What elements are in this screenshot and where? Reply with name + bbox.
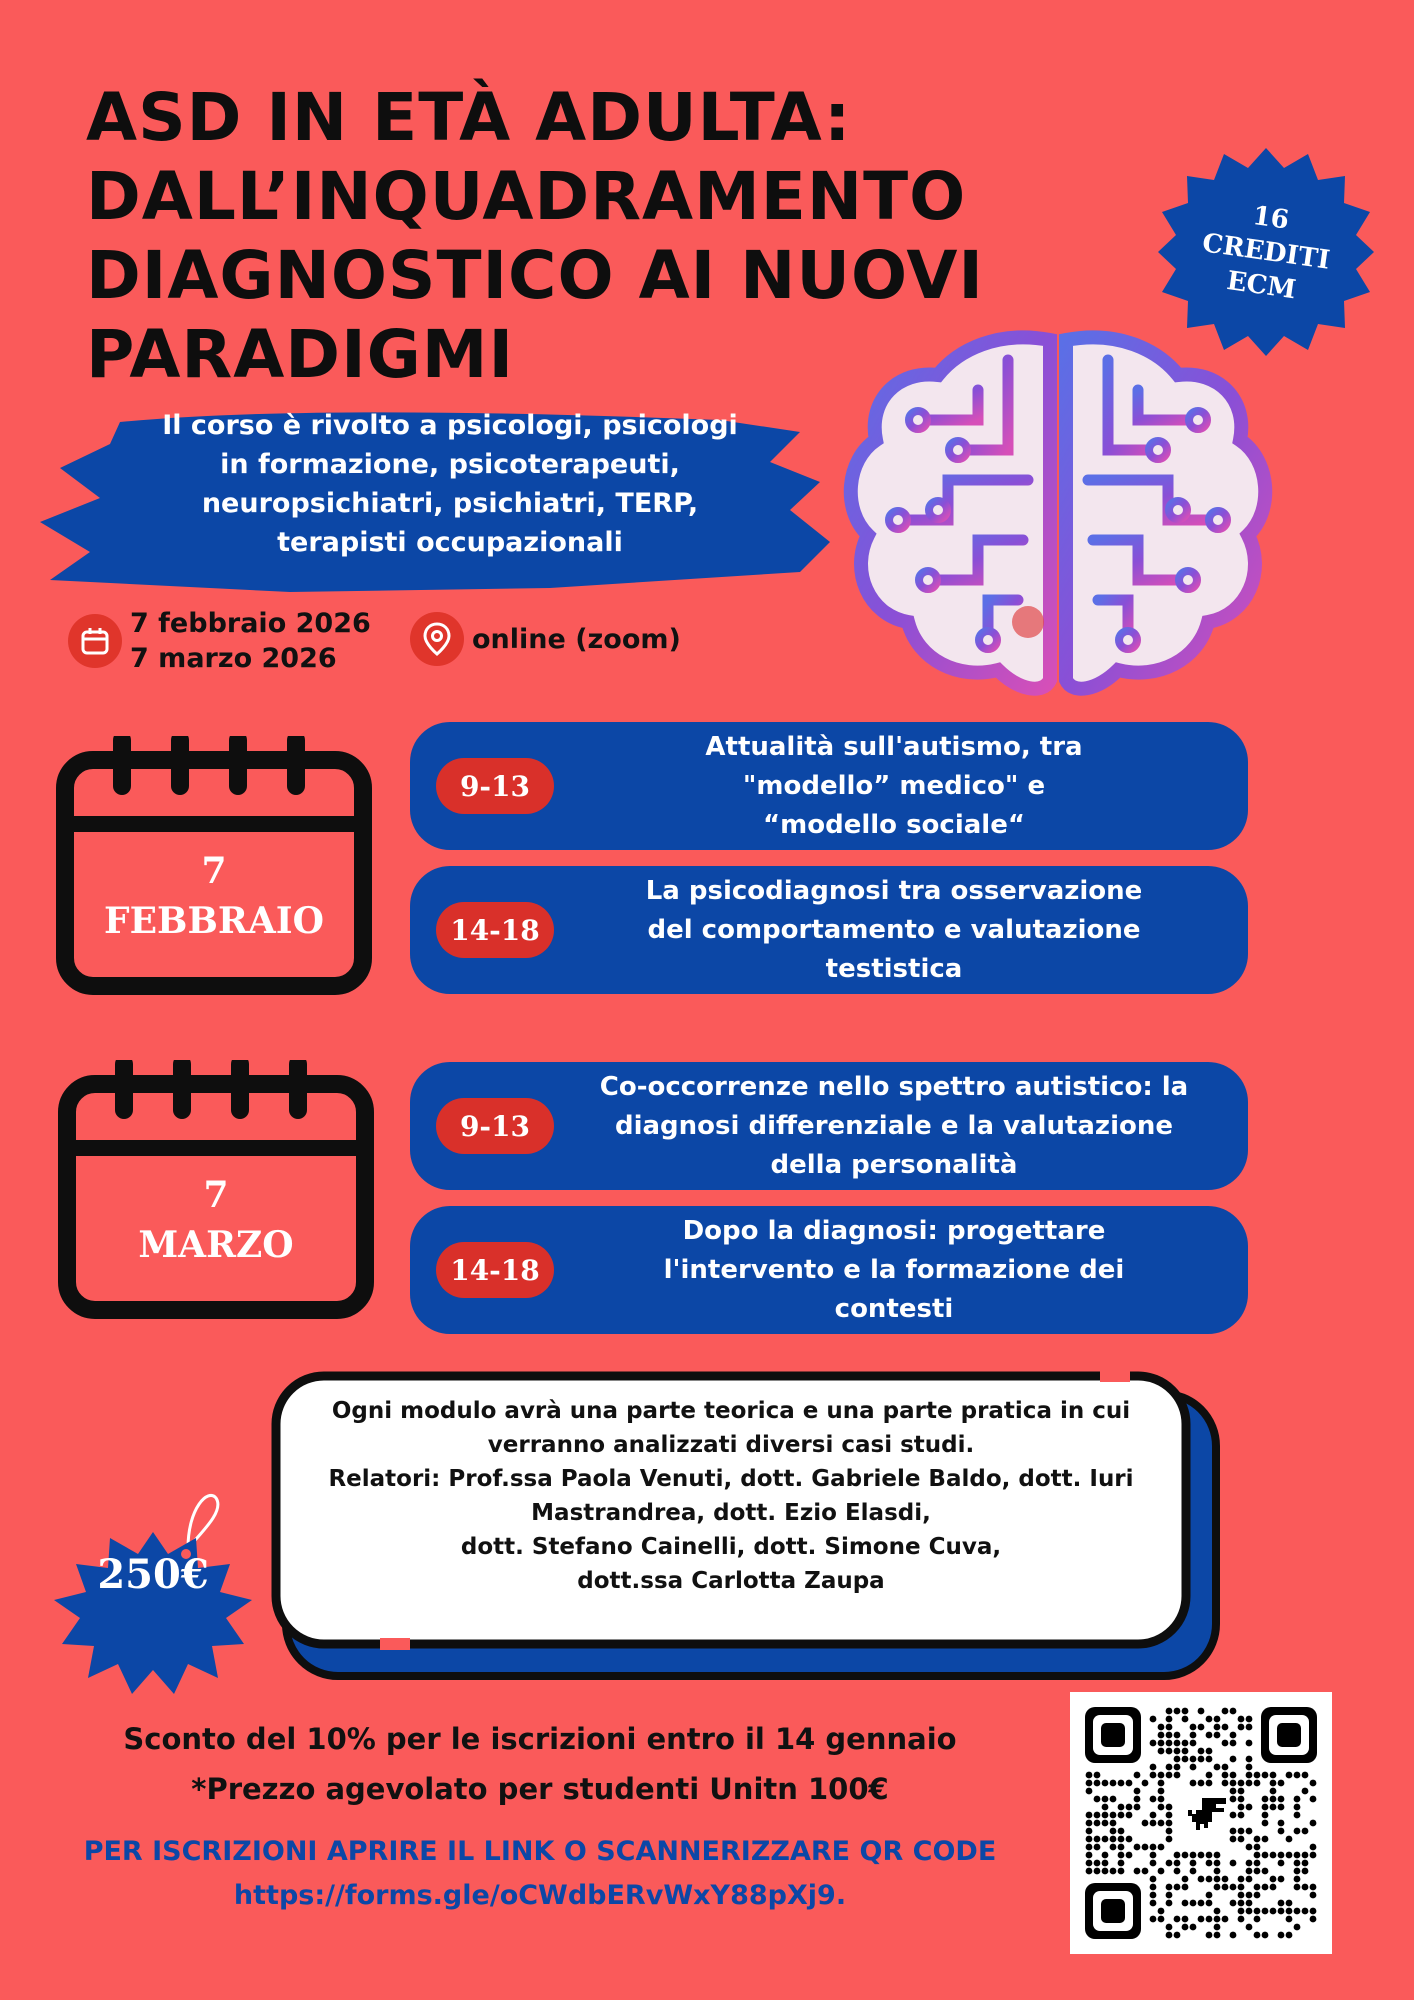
title-line: PARADIGMI	[86, 316, 515, 393]
student-price-line: *Prezzo agevolato per studenti Unitn 100€	[191, 1772, 889, 1806]
session-title-line: "modello” medico" e	[742, 770, 1046, 801]
speakers-line: dott. Stefano Cainelli, dott. Simone Cuva,	[460, 1534, 1002, 1560]
calendar-day2	[58, 1060, 374, 1320]
session-title-line: della personalità	[770, 1149, 1018, 1180]
registration-cta	[40, 1830, 1040, 1918]
session-title-line: diagnosi differenziale e la valutazione	[614, 1110, 1173, 1141]
session-day2-morning	[410, 1062, 1248, 1190]
session-title-line: del comportamento e valutazione	[647, 914, 1141, 945]
session-title-line: La psicodiagnosi tra osservazione	[645, 875, 1143, 906]
date-line: 7 marzo 2026	[130, 643, 337, 674]
discount-info	[60, 1714, 1020, 1814]
calendar-month: FEBBRAIO	[104, 900, 324, 942]
session-title	[560, 1062, 1228, 1190]
price-tag	[38, 1488, 268, 1710]
calendar-day-number: 7	[203, 1174, 229, 1216]
info-line: verranno analizzati diversi casi studi.	[487, 1432, 975, 1458]
course-info-box	[270, 1370, 1222, 1682]
ecm-label: ECM	[1224, 265, 1298, 306]
session-time: 14-18	[436, 902, 554, 958]
speakers-line: Mastrandrea, dott. Ezio Elasdi,	[531, 1500, 931, 1526]
ecm-label: CREDITI	[1200, 228, 1332, 276]
discount-line: Sconto del 10% per le iscrizioni entro il 14 gennaio	[123, 1722, 957, 1756]
audience-line: neuropsichiatri, psichiatri, TERP,	[201, 488, 699, 519]
session-title	[560, 866, 1228, 994]
calendar-icon	[68, 614, 122, 668]
session-title-line: l'intervento e la formazione dei	[663, 1254, 1125, 1285]
info-line: Ogni modulo avrà una parte teorica e una parte pratica in cui	[331, 1398, 1131, 1424]
brain-circuit-icon	[838, 330, 1278, 712]
session-title-line: Dopo la diagnosi: progettare	[682, 1215, 1106, 1246]
calendar-day1	[56, 736, 372, 996]
session-title-line: contesti	[834, 1293, 954, 1324]
session-time: 9-13	[436, 1098, 554, 1154]
ecm-number: 16	[1250, 200, 1291, 236]
session-day1-afternoon	[410, 866, 1248, 994]
speakers-line: dott.ssa Carlotta Zaupa	[577, 1568, 885, 1594]
audience-line: Il corso è rivolto a psicologi, psicologi	[162, 410, 738, 441]
session-title-line: Co-occorrenze nello spettro autistico: la	[599, 1071, 1189, 1102]
calendar-month: MARZO	[138, 1224, 294, 1266]
session-title-line: “modello sociale“	[763, 809, 1025, 840]
audience-line: in formazione, psicoterapeuti,	[220, 449, 680, 480]
location-pin-icon	[410, 612, 464, 666]
title-line: DIAGNOSTICO AI NUOVI	[86, 237, 984, 314]
qr-code[interactable]	[1070, 1692, 1332, 1954]
course-dates	[130, 606, 371, 676]
speakers-line: Relatori: Prof.ssa Paola Venuti, dott. Gabriele Baldo, dott. Iuri	[328, 1466, 1134, 1492]
audience-line: terapisti occupazionali	[277, 527, 623, 558]
qr-code-icon	[1070, 1692, 1332, 1954]
date-line: 7 febbraio 2026	[130, 608, 371, 639]
price-value: 250€	[97, 1551, 209, 1598]
session-day2-afternoon	[410, 1206, 1248, 1334]
session-title	[560, 1206, 1228, 1334]
calendar-day-number: 7	[201, 850, 227, 892]
title-line: ASD IN ETÀ ADULTA:	[86, 79, 852, 156]
registration-instructions: PER ISCRIZIONI APRIRE IL LINK O SCANNERIZZARE QR CODE	[83, 1836, 997, 1867]
session-title-line: Attualità sull'autismo, tra	[705, 731, 1083, 762]
session-time: 9-13	[436, 758, 554, 814]
title-line: DALL’INQUADRAMENTO	[86, 158, 967, 235]
session-day1-morning	[410, 722, 1248, 850]
session-title	[560, 722, 1228, 850]
ecm-credits-badge	[1158, 148, 1374, 356]
audience-description	[120, 406, 780, 562]
course-location: online (zoom)	[472, 624, 681, 655]
session-time: 14-18	[436, 1242, 554, 1298]
registration-link[interactable]: https://forms.gle/oCWdbERvWxY88pXj9.	[233, 1880, 847, 1911]
session-title-line: testistica	[825, 953, 963, 984]
